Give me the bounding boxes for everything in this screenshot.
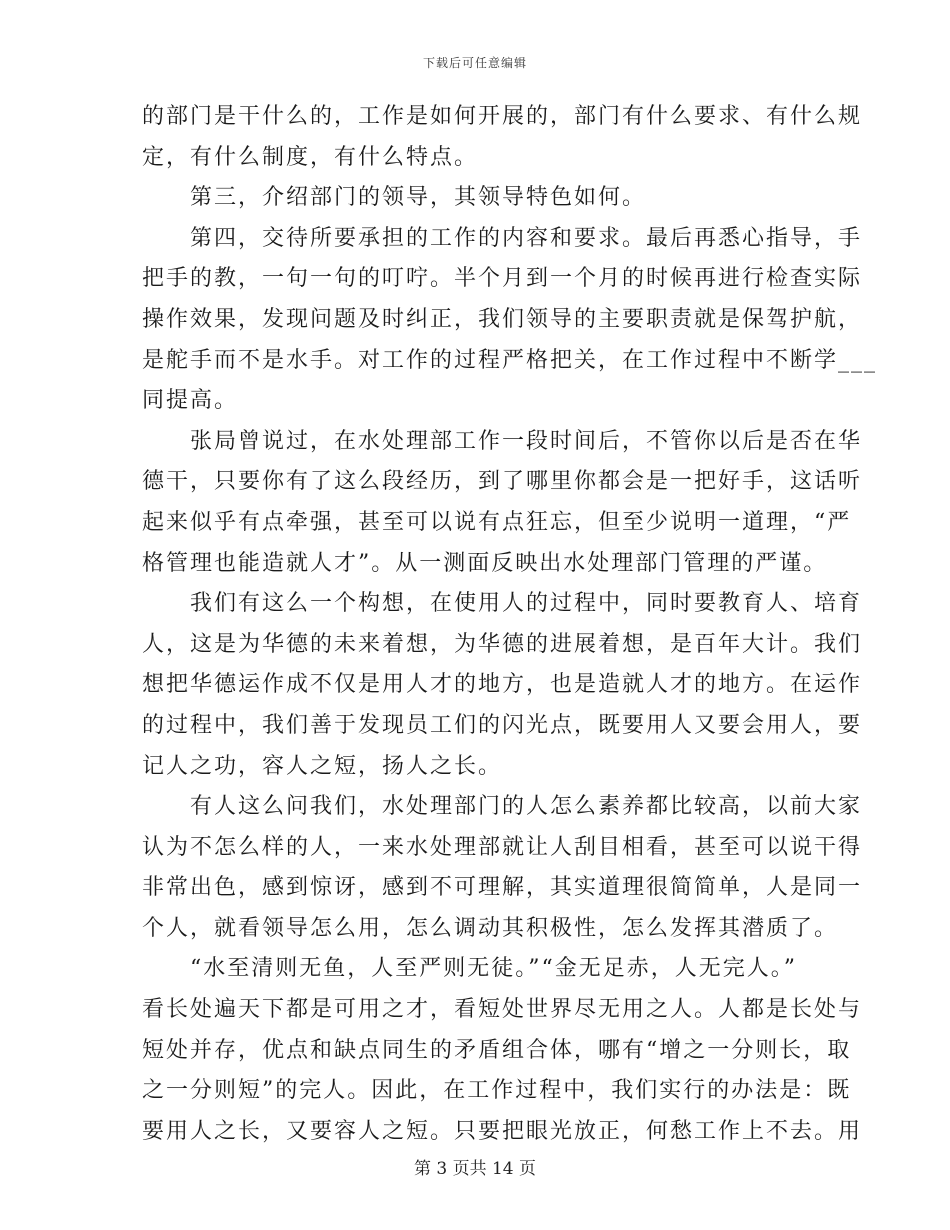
document-body	[142, 97, 878, 1152]
paragraph	[142, 949, 863, 1152]
text-line: 定，有什么制度，有什么特点。	[142, 144, 479, 170]
text-line: 要用人之长，又要容人之短。只要把眼光放正，何愁工作上不去。用	[142, 1118, 863, 1144]
page-number-footer: 第 3 页共 14 页	[413, 1159, 537, 1179]
text-line: 想把华德运作成不仅是用人才的地方，也是造就人才的地方。在运作	[142, 672, 863, 698]
text-line: 之一分则短”的完人。因此，在工作过程中，我们实行的办法是：既	[142, 1078, 852, 1104]
page-header: 下载后可任意编辑	[422, 56, 527, 70]
paragraph	[142, 787, 863, 949]
paragraph	[142, 178, 808, 219]
paragraph	[142, 97, 863, 178]
text-line: 看长处遍天下都是可用之才，看短处世界尽无用之人。人都是长处与	[142, 997, 863, 1023]
text-line: 认为不怎么样的人，一来水处理部就让人刮目相看，甚至可以说干得	[142, 834, 863, 860]
text-line: 记人之功，容人之短，扬人之长。	[142, 753, 503, 779]
text-line: 同提高。	[142, 388, 239, 414]
text-line: “水至清则无鱼，人至严则无徒。”“金无足赤，人无完人。”	[190, 956, 797, 982]
text-line: 个人，就看领导怎么用，怎么调动其积极性，怎么发挥其潜质了。	[142, 915, 839, 941]
text-line: 的部门是干什么的，工作是如何开展的，部门有什么要求、有什么规	[142, 104, 863, 129]
paragraph	[142, 584, 863, 787]
text-line: 把手的教，一句一句的叮咛。半个月到一个月的时候再进行检查实际	[142, 266, 863, 292]
text-line: 德干，只要你有了这么段经历，到了哪里你都会是一把好手，这话听	[142, 469, 863, 495]
text-line: 第四，交待所要承担的工作的内容和要求。最后再悉心指导，手	[190, 225, 863, 251]
paragraph	[142, 422, 863, 584]
text-line: 第三，介绍部门的领导，其领导特色如何。	[190, 185, 647, 211]
text-line: 人，这是为华德的未来着想，为华德的进展着想，是百年大计。我们	[142, 631, 863, 657]
text-line: 的过程中，我们善于发现员工们的闪光点，既要用人又要会用人，要	[142, 712, 863, 738]
text-line: 短处并存，优点和缺点同生的矛盾组合体，哪有“增之一分则长，取	[142, 1037, 852, 1063]
text-line: 我们有这么一个构想，在使用人的过程中，同时要教育人、培育	[190, 591, 863, 617]
text-line: 有人这么问我们，水处理部门的人怎么素养都比较高，以前大家	[190, 794, 863, 820]
paragraph	[142, 219, 878, 422]
text-line: 张局曾说过，在水处理部工作一段时间后，不管你以后是否在华	[190, 428, 863, 454]
text-line: 格管理也能造就人才”。从一测面反映出水处理部门管理的严谨。	[142, 550, 828, 576]
text-line: 操作效果，发现问题及时纠正，我们领导的主要职责就是保驾护航，	[142, 306, 863, 332]
text-line: 起来似乎有点牵强，甚至可以说有点狂忘，但至少说明一道理，“严	[142, 509, 852, 535]
text-line: 是舵手而不是水手。对工作的过程严格把关，在工作过程中不断学___	[142, 347, 878, 373]
text-line: 非常出色，感到惊讶，感到不可理解，其实道理很简简单，人是同一	[142, 875, 863, 901]
